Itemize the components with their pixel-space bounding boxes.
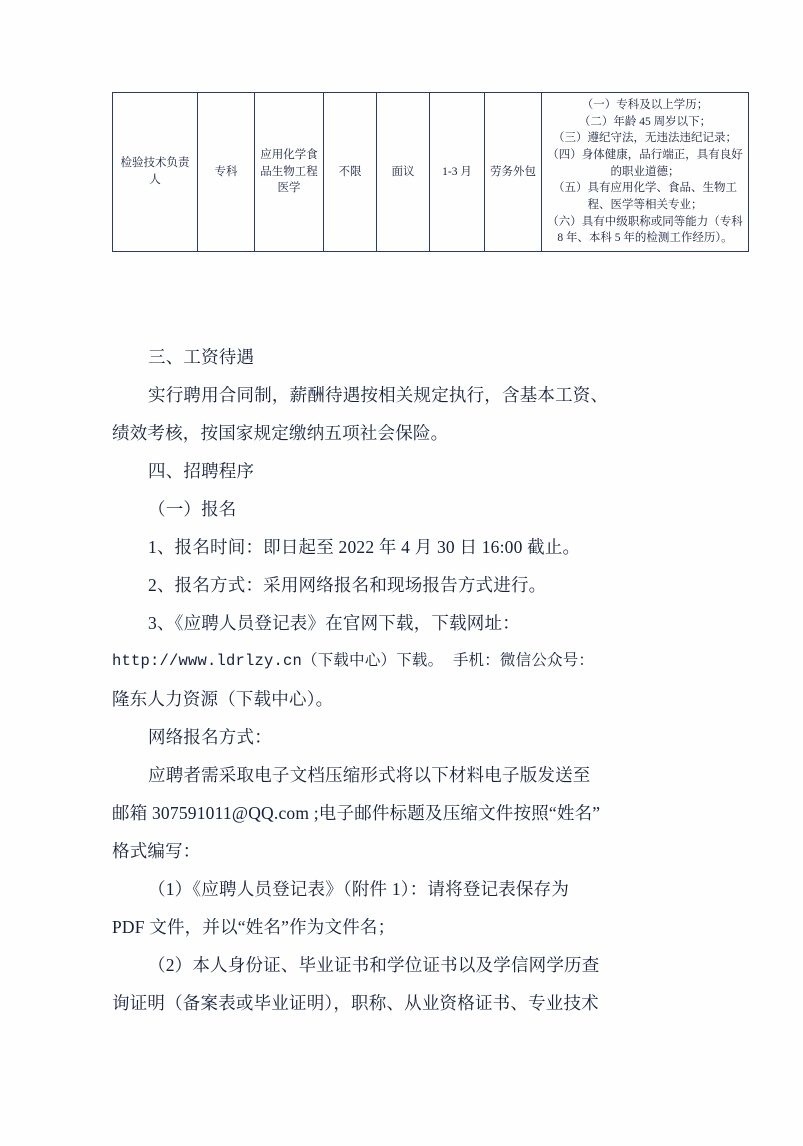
requirement-item: （二）年龄 45 周岁以下； bbox=[578, 115, 712, 128]
requirement-item: （五）具有应用化学、食品、生物工程、医学等相关专业； bbox=[553, 182, 737, 212]
paragraph-registration-method: 2、报名方式：采用网络报名和现场报告方式进行。 bbox=[148, 575, 547, 595]
document-body bbox=[112, 338, 702, 1022]
paragraph: 实行聘用合同制，薪酬待遇按相关规定执行，含基本工资、 bbox=[148, 385, 609, 405]
paragraph-download-url: http://www.ldrlzy.cn（下载中心）下载。 手机：微信公众号： bbox=[112, 652, 595, 670]
subheading-online-registration: 网络报名方式： bbox=[148, 727, 272, 747]
section-heading-salary: 三、工资待遇 bbox=[148, 347, 255, 367]
paragraph-materials-intro: 应聘者需采取电子文档压缩形式将以下材料电子版发送至 bbox=[148, 765, 591, 785]
table-row bbox=[113, 93, 749, 252]
cell-employment: 劳务外包 bbox=[485, 93, 542, 252]
cell-education: 专科 bbox=[198, 93, 255, 252]
requirement-item: （六）具有中级职称或同等能力（专科 8 年、本科 5 年的检测工作经历）。 bbox=[547, 215, 743, 245]
paragraph-item-1: （1）《应聘人员登记表》（附件 1）：请将登记表保存为 bbox=[148, 879, 570, 899]
subsection-heading-registration: （一）报名 bbox=[148, 499, 237, 519]
section-heading-procedure: 四、招聘程序 bbox=[148, 461, 255, 481]
cell-requirements bbox=[542, 93, 749, 252]
paragraph-download-url-cont: 隆东人力资源（下载中心）。 bbox=[112, 689, 334, 709]
paragraph: 绩效考核，按国家规定缴纳五项社会保险。 bbox=[112, 423, 449, 443]
cell-gender: 不限 bbox=[324, 93, 377, 252]
cell-major: 应用化学食品生物工程医学 bbox=[255, 93, 324, 252]
paragraph-format: 格式编写： bbox=[112, 841, 201, 861]
job-requirements-table bbox=[112, 92, 749, 252]
paragraph-email: 邮箱 307591011@QQ.com ;电子邮件标题及压缩文件按照“姓名” bbox=[112, 803, 601, 823]
cell-period: 1-3 月 bbox=[430, 93, 485, 252]
requirement-item: （三）遵纪守法，无违法违纪记录； bbox=[553, 132, 737, 145]
requirement-item: （一）专科及以上学历； bbox=[581, 99, 709, 111]
cell-position: 检验技术负责人 bbox=[113, 93, 198, 252]
paragraph-registration-time: 1、报名时间：即日起至 2022 年 4 月 30 日 16:00 截止。 bbox=[148, 537, 581, 557]
paragraph-item-2-cont: 询证明（备案表或毕业证明），职称、从业资格证书、专业技术 bbox=[112, 993, 599, 1013]
cell-salary: 面议 bbox=[377, 93, 430, 252]
paragraph-form-download: 3、《应聘人员登记表》在官网下载，下载网址： bbox=[148, 613, 520, 633]
paragraph-item-1-cont: PDF 文件，并以“姓名”作为文件名； bbox=[112, 917, 396, 937]
paragraph-item-2: （2）本人身份证、毕业证书和学位证书以及学信网学历查 bbox=[148, 955, 600, 975]
requirement-item: （四）身体健康，品行端正，具有良好的职业道德； bbox=[547, 149, 743, 178]
